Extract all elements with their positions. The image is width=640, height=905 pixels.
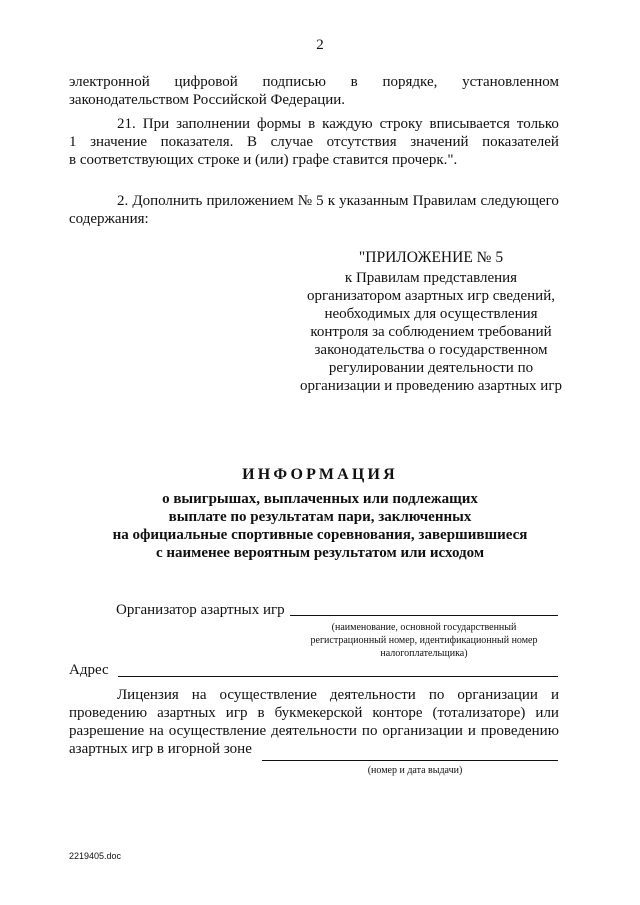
text-line: азартных игр в игорной зоне	[69, 741, 252, 757]
word: При	[142, 116, 170, 132]
word: строку	[379, 116, 423, 132]
text-line: законодательством Российской Федерации.	[69, 92, 346, 108]
word: 21.	[117, 116, 136, 132]
word: по	[361, 723, 378, 739]
subheading-line: с наименее вероятным результатом или исходом	[155, 545, 485, 561]
caption-line: (наименование, основной государственный	[331, 622, 517, 633]
word: 1	[69, 134, 77, 150]
word: 5	[316, 193, 324, 209]
word: или	[535, 705, 559, 721]
word: каждую	[322, 116, 373, 132]
document-subheading	[0, 490, 640, 562]
word: организации	[457, 687, 538, 703]
word: значений	[410, 134, 469, 150]
word: осуществление	[219, 687, 317, 703]
license-caption: (номер и дата выдачи)	[367, 765, 463, 776]
page-number: 2	[316, 37, 324, 53]
word: показателя.	[160, 134, 234, 150]
subheading-line: на официальные спортивные соревнования, завершившиеся	[112, 527, 528, 543]
caption-line: налогоплательщика)	[380, 648, 468, 659]
word: Правилам	[412, 193, 477, 209]
word: по	[428, 687, 445, 703]
subheading-line: о выигрышах, выплаченных или подлежащих	[162, 491, 478, 507]
word: осуществление	[168, 723, 267, 739]
text-line: содержания:	[69, 211, 149, 227]
appendix-line: необходимых для осуществления	[324, 306, 538, 322]
appendix-line: к Правилам представления	[344, 270, 518, 286]
appendix-block	[286, 249, 576, 395]
word: организации	[382, 723, 463, 739]
word: и	[467, 723, 476, 739]
justified-line	[69, 115, 559, 133]
word: проведению	[69, 705, 148, 721]
word: отсутствия	[326, 134, 397, 150]
appendix-line: организации и проведению азартных игр	[300, 378, 562, 394]
justified-line	[69, 722, 559, 740]
word: 2.	[117, 193, 129, 209]
word: Лицензия	[117, 687, 179, 703]
word: следующего	[480, 193, 559, 209]
word: проведению	[480, 723, 559, 739]
appendix-title: "ПРИЛОЖЕНИЕ № 5	[358, 249, 504, 266]
caption-line: регистрационный номер, идентификационный номер	[310, 635, 538, 646]
address-input-line[interactable]	[118, 676, 558, 677]
subheading-line: выплате по результатам пари, заключенных	[168, 509, 472, 525]
word: в	[308, 116, 316, 132]
word: значение	[90, 134, 148, 150]
organizer-label: Организатор азартных игр	[116, 602, 285, 618]
organizer-input-line[interactable]	[290, 615, 558, 616]
appendix-line: контроля за соблюдением требований	[310, 324, 552, 340]
word: электронной	[69, 74, 150, 90]
license-input-line[interactable]	[262, 760, 558, 761]
word: порядке,	[382, 74, 438, 90]
word: разрешение	[69, 723, 145, 739]
word: показателей	[482, 134, 559, 150]
word: установленном	[462, 74, 559, 90]
word: заполнении	[176, 116, 251, 132]
word: вписывается	[429, 116, 510, 132]
address-label: Адрес	[69, 662, 109, 678]
word: (тотализаторе)	[432, 705, 526, 721]
word: приложением	[206, 193, 294, 209]
word: формы	[257, 116, 302, 132]
word: к	[327, 193, 336, 209]
word: конторе	[372, 705, 423, 721]
organizer-caption	[286, 621, 562, 660]
word: Дополнить	[132, 193, 203, 209]
justified-line	[69, 704, 559, 722]
word: в	[257, 705, 265, 721]
file-name: 2219405.doc	[69, 851, 122, 861]
word: азартных	[157, 705, 216, 721]
justified-line	[69, 192, 559, 210]
word: деятельности	[271, 723, 357, 739]
paragraph-2	[69, 192, 559, 228]
word: В	[246, 134, 257, 150]
word: в	[350, 74, 358, 90]
license-paragraph	[69, 686, 559, 758]
paragraph-esign	[69, 73, 559, 109]
word: №	[297, 193, 313, 209]
word: игр	[225, 705, 248, 721]
appendix-line: организатором азартных игр сведений,	[307, 288, 555, 304]
document-heading: ИНФОРМАЦИЯ	[242, 466, 398, 483]
appendix-line: регулировании деятельности по	[328, 360, 534, 376]
justified-line	[69, 73, 559, 91]
justified-line	[69, 133, 559, 151]
word: на	[149, 723, 164, 739]
word: только	[516, 116, 559, 132]
word: букмекерской	[274, 705, 363, 721]
word: и	[550, 687, 559, 703]
word: указанным	[339, 193, 409, 209]
text-line: в соответствующих строке и (или) графе ставится прочерк.".	[69, 152, 458, 168]
paragraph-21	[69, 115, 559, 169]
word: случае	[270, 134, 314, 150]
word: деятельности	[329, 687, 416, 703]
word: на	[191, 687, 207, 703]
appendix-line: законодательства о государственном	[314, 342, 548, 358]
word: цифровой	[174, 74, 238, 90]
justified-line	[69, 686, 559, 704]
word: подписью	[262, 74, 326, 90]
